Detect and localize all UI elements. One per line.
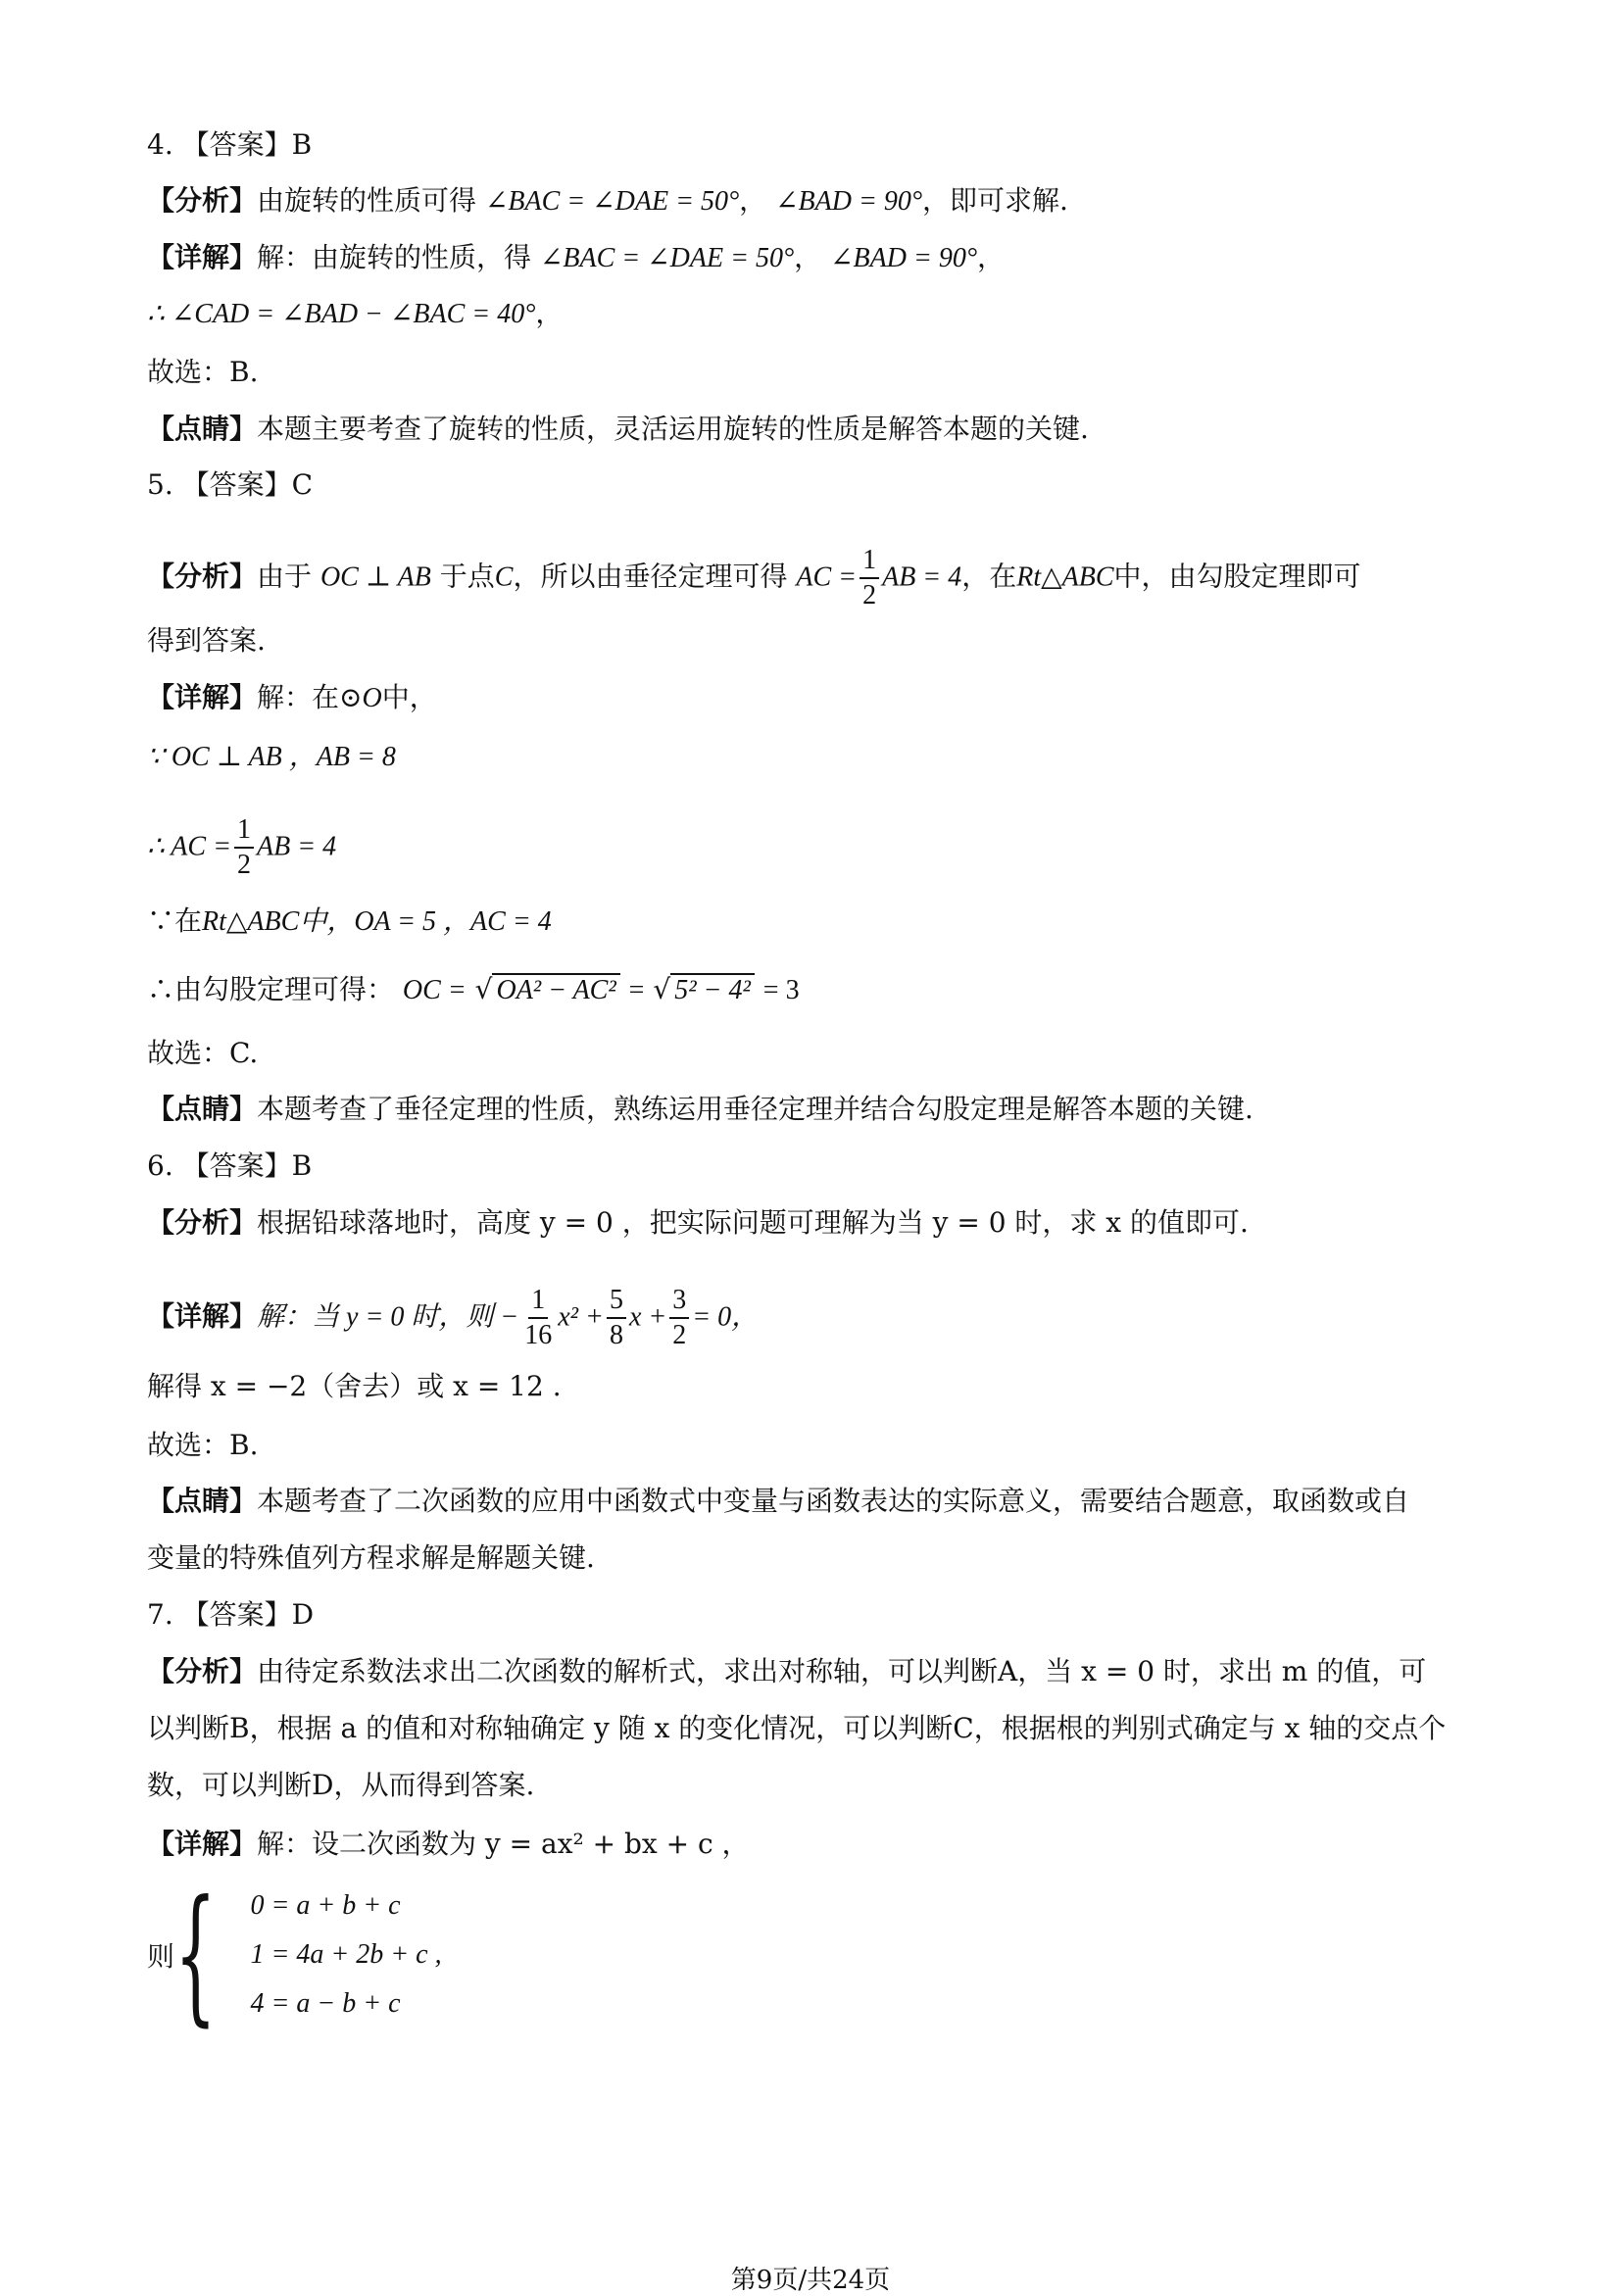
system-row: 0 = a + b + c bbox=[250, 1890, 401, 1921]
q7-answer: 7. 【答案】D bbox=[147, 1598, 315, 1631]
q5-triangle: ∵在Rt△ABC中，OA = 5 ，AC = 4 bbox=[147, 904, 552, 937]
sqrt-expression: √ OA² − AC² bbox=[475, 970, 620, 1010]
q4-detail: 【详解】解：由旋转的性质，得 ∠BAC = ∠DAE = 50°， ∠BAD = 90°， bbox=[147, 241, 1006, 273]
q4-comment: 【点睛】本题主要考查了旋转的性质，灵活运用旋转的性质是解答本题的关键. bbox=[147, 413, 1089, 445]
system-prefix: 则 bbox=[147, 1940, 175, 1973]
q6-answer: 6. 【答案】B bbox=[147, 1149, 313, 1182]
q7-detail: 【详解】解：设二次函数为 y = ax² + bx + c ， bbox=[147, 1828, 750, 1860]
equation-system bbox=[147, 1870, 442, 2040]
q6-comment-cont: 变量的特殊值列方程求解是解题关键. bbox=[147, 1541, 595, 1574]
q5-given: ∵ OC ⊥ AB ，AB = 8 bbox=[147, 742, 396, 772]
q7-analysis-end: 数，可以判断D，从而得到答案. bbox=[147, 1769, 535, 1801]
fraction-one-half: $\frac{1}{2}$ bbox=[860, 544, 879, 612]
left-brace: { bbox=[174, 1870, 217, 2040]
q6-choice: 故选：B. bbox=[147, 1429, 259, 1461]
q4-answer: 4. 【答案】B bbox=[147, 128, 313, 161]
q5-detail: 【详解】解：在⊙O中， bbox=[147, 681, 437, 713]
system-rows bbox=[250, 1881, 441, 2028]
system-row: 1 = 4a + 2b + c , bbox=[250, 1939, 442, 1970]
q4-detail-step: ∴ ∠CAD = ∠BAD − ∠BAC = 40°， bbox=[147, 297, 564, 329]
q7-analysis-cont: 以判断B，根据 a 的值和对称轴确定 y 随 x 的变化情况，可以判断C，根据根的判别式确定与 x 轴的交点个 bbox=[147, 1712, 1447, 1744]
page-footer: 第9页/共24页 bbox=[730, 2266, 891, 2295]
q4-choice: 故选：B. bbox=[147, 356, 259, 388]
fraction-one-half: $\frac{1}{2}$ bbox=[234, 813, 254, 882]
q6-solve: 解得 x = −2（舍去）或 x = 12 . bbox=[147, 1370, 562, 1402]
sqrt-expression: √ 5² − 4² bbox=[653, 970, 755, 1010]
fraction: $\frac{5}{8}$ bbox=[607, 1284, 626, 1352]
q5-ac-step: ∴ AC = $\frac{1}{2}$ AB = 4 bbox=[147, 814, 337, 880]
q5-answer: 5. 【答案】C bbox=[147, 468, 314, 501]
q5-comment: 【点睛】本题考查了垂径定理的性质，熟练运用垂径定理并结合勾股定理是解答本题的关键. bbox=[147, 1093, 1253, 1125]
q5-analysis: 【分析】由于 OC ⊥ AB 于点C，所以由垂径定理可得 AC = $\frac{1}{2}$ AB = 4，在Rt△ABC中，由勾股定理即可 bbox=[147, 545, 1361, 611]
q6-analysis: 【分析】根据铅球落地时，高度 y = 0 ，把实际问题可理解为当 y = 0 时，求 x 的值即可. bbox=[147, 1206, 1249, 1239]
q4-analysis: 【分析】由旋转的性质可得 ∠BAC = ∠DAE = 50°， ∠BAD = 90°，即可求解. bbox=[147, 184, 1068, 217]
fraction: $\frac{1}{16}$ bbox=[524, 1285, 553, 1350]
q5-choice: 故选：C. bbox=[147, 1037, 259, 1069]
q6-detail: 【详解】解：当 y = 0 时，则 − $\frac{1}{16}$ x² + $\frac{5}{8}$ x + $\frac{3}{2}$ = 0， bbox=[147, 1285, 760, 1350]
system-row: 4 = a − b + c bbox=[250, 1988, 401, 2019]
q5-analysis-cont: 得到答案. bbox=[147, 624, 266, 657]
q7-analysis: 【分析】由待定系数法求出二次函数的解析式，求出对称轴，可以判断A，当 x = 0 时，求出 m 的值，可 bbox=[147, 1655, 1427, 1687]
q6-comment: 【点睛】本题考查了二次函数的应用中函数式中变量与函数表达的实际意义，需要结合题意，取函数或自 bbox=[147, 1485, 1410, 1517]
fraction: $\frac{3}{2}$ bbox=[669, 1284, 689, 1352]
q5-pythagoras: ∴由勾股定理可得： OC = √ OA² − AC² = √ 5² − 4² = 3 bbox=[147, 970, 1474, 1010]
